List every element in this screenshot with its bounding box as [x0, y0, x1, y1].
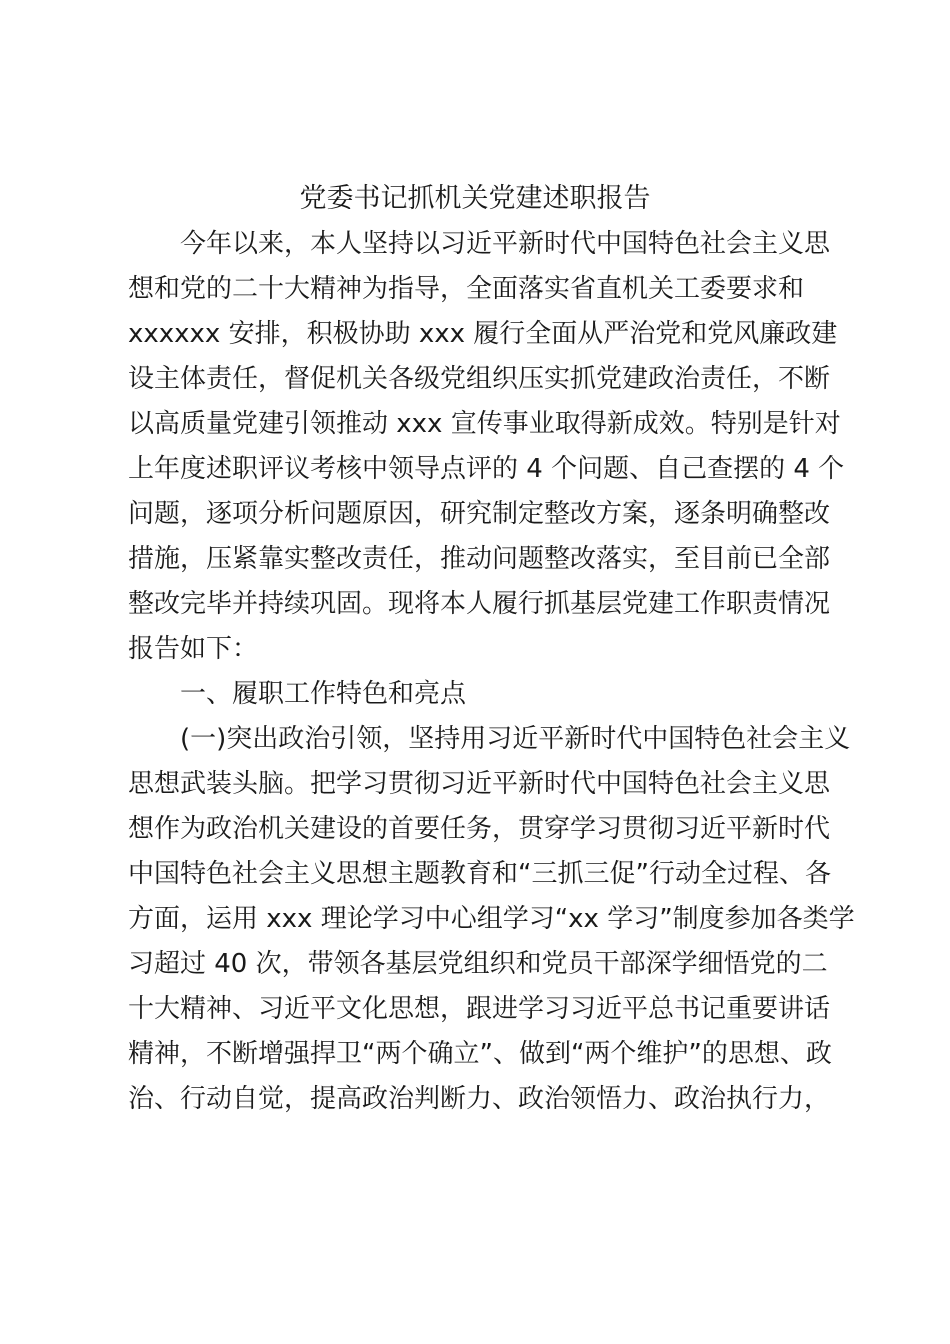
paragraph-line: 以高质量党建引领推动 xxx 宣传事业取得新成效。特别是针对: [128, 409, 841, 439]
paragraph-line: 设主体责任，督促机关各级党组织压实抓党建政治责任，不断: [128, 364, 831, 394]
paragraph-line: 十大精神、习近平文化思想，跟进学习习近平总书记重要讲话: [128, 994, 831, 1024]
paragraph-line: 今年以来，本人坚持以习近平新时代中国特色社会主义思: [128, 229, 831, 259]
paragraph-line: 思想武装头脑。把学习贯彻习近平新时代中国特色社会主义思: [128, 769, 831, 799]
paragraph-line: 想和党的二十大精神为指导，全面落实省直机关工委要求和: [128, 274, 805, 304]
section-paragraph: [128, 717, 855, 1122]
paragraph-line: 整改完毕并持续巩固。现将本人履行抓基层党建工作职责情况: [128, 589, 831, 619]
paragraph-line: 习超过 40 次，带领各基层党组织和党员干部深学细悟党的二: [128, 949, 828, 979]
paragraph-line: 治、行动自觉，提高政治判断力、政治领悟力、政治执行力，: [128, 1084, 831, 1114]
section-heading-text: 一、履职工作特色和亮点: [128, 679, 467, 709]
paragraph-line: 想作为政治机关建设的首要任务，贯穿学习贯彻习近平新时代: [128, 814, 831, 844]
section-heading: [128, 672, 828, 717]
intro-paragraph: [128, 222, 845, 672]
paragraph-line: 措施，压紧靠实整改责任，推动问题整改落实，至目前已全部: [128, 544, 831, 574]
document-title: 党委书记抓机关党建述职报告: [299, 183, 651, 214]
paragraph-line: xxxxxx 安排，积极协助 xxx 履行全面从严治党和党风廉政建: [128, 319, 838, 349]
paragraph-line: 报告如下：: [128, 634, 259, 664]
paragraph-line: 方面，运用 xxx 理论学习中心组学习“xx 学习”制度参加各类学: [128, 904, 855, 934]
paragraph-line: 中国特色社会主义思想主题教育和“三抓三促”行动全过程、各: [128, 859, 831, 889]
paragraph-line: 精神，不断增强捍卫“两个确立”、做到“两个维护”的思想、政: [128, 1039, 832, 1069]
paragraph-line: 问题，逐项分析问题原因，研究制定整改方案，逐条明确整改: [128, 499, 831, 529]
paragraph-line: 上年度述职评议考核中领导点评的 4 个问题、自己查摆的 4 个: [128, 454, 845, 484]
paragraph-line: (一)突出政治引领，坚持用习近平新时代中国特色社会主义: [128, 724, 851, 754]
